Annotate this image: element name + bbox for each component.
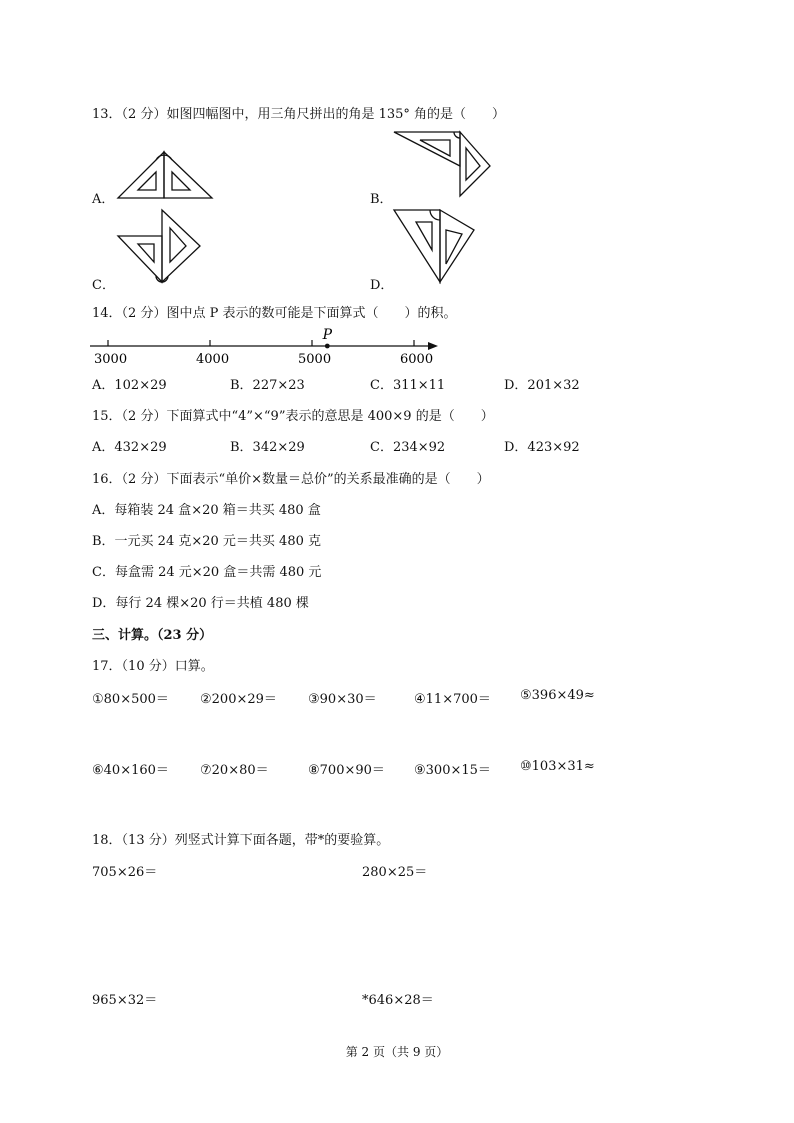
number-line-point-label: P [322,327,333,343]
q15-option-a: A．432×29 [92,440,167,455]
number-line-tick-label: 3000 [94,352,128,367]
q18-item-2: 280×25＝ [362,865,428,880]
q13-figure-d [390,206,478,286]
q14-option-c: C．311×11 [370,378,446,393]
section-three-title: 三、计算。（23 分） [92,628,213,643]
q14-stem: 14．（2 分）图中点 P 表示的数可能是下面算式（ ）的积。 [92,306,457,321]
q13-figure-b [390,128,496,200]
number-line-tick-label: 5000 [298,352,332,367]
q17-stem: 17．（10 分）口算。 [92,659,214,674]
q17-item-1: ①80×500＝ [92,692,169,707]
page-footer: 第 2 页（共 9 页） [345,1045,449,1059]
q18-item-1: 705×26＝ [92,865,158,880]
q17-item-4: ④11×700＝ [414,692,491,707]
q13-figure-c [114,206,206,286]
q18-stem: 18．（13 分）列竖式计算下面各题，带*的要验算。 [92,833,390,848]
q15-option-c: C．234×92 [370,440,446,455]
q15-option-d: D．423×92 [504,440,580,455]
q13-option-c-label: C． [92,278,115,293]
q17-item-5: ⑤396×49≈ [520,688,595,703]
q16-option-a: A．每箱装 24 盒×20 箱＝共买 480 盒 [92,503,321,518]
q17-item-2: ②200×29＝ [200,692,277,707]
q17-item-3: ③90×30＝ [308,692,377,707]
number-line-point-p [325,344,330,349]
q13-stem: 13．（2 分）如图四幅图中，用三角尺拼出的角是 135° 角的是（ ） [92,107,506,122]
q15-option-b: B．342×29 [230,440,305,455]
number-line-arrow [428,342,438,350]
q17-item-6: ⑥40×160＝ [92,763,169,778]
q16-stem: 16．（2 分）下面表示“单价×数量＝总价”的关系最准确的是（ ） [92,472,490,487]
number-line-tick-label: 4000 [196,352,230,367]
q16-option-d: D．每行 24 棵×20 行＝共植 480 棵 [92,596,309,611]
q17-item-10: ⑩103×31≈ [520,759,595,774]
q18-item-3: 965×32＝ [92,993,158,1008]
q13-option-d-label: D． [370,278,394,293]
number-line-tick-label: 6000 [400,352,434,367]
q17-item-7: ⑦20×80＝ [200,763,269,778]
q15-stem: 15．（2 分）下面算式中“4”×“9”表示的意思是 400×9 的是（ ） [92,409,494,424]
q17-item-9: ⑨300×15＝ [414,763,491,778]
q14-option-b: B．227×23 [230,378,305,393]
q14-option-a: A．102×29 [92,378,167,393]
q14-number-line [88,320,448,370]
q18-item-4: *646×28＝ [362,993,434,1008]
q16-option-b: B．一元买 24 克×20 元＝共买 480 克 [92,534,322,549]
q16-option-c: C．每盒需 24 元×20 盒＝共需 480 元 [92,565,322,580]
q13-option-a-label: A． [92,192,115,207]
q13-option-b-label: B． [370,192,393,207]
q14-option-d: D．201×32 [504,378,580,393]
q13-figure-a [116,150,216,202]
q17-item-8: ⑧700×90＝ [308,763,385,778]
